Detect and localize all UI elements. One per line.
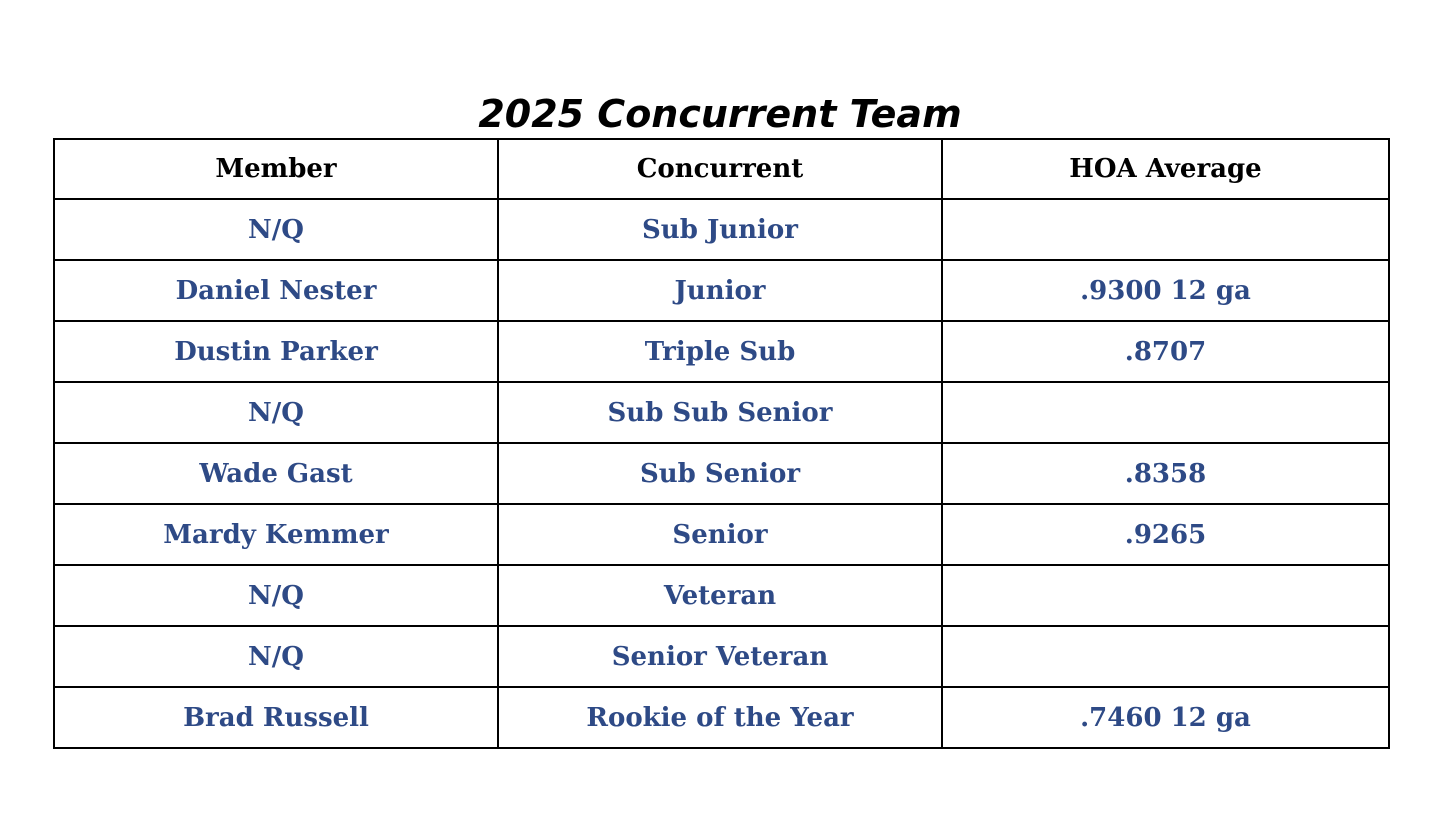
hoa-average-cell: .7460 12 ga [942, 687, 1389, 748]
concurrent-cell: Veteran [498, 565, 942, 626]
concurrent-cell: Triple Sub [498, 321, 942, 382]
table-row [54, 443, 1389, 504]
concurrent-cell: Senior [498, 504, 942, 565]
table-row [54, 687, 1389, 748]
concurrent-cell: Senior Veteran [498, 626, 942, 687]
table-row [54, 199, 1389, 260]
member-cell: Daniel Nester [54, 260, 498, 321]
hoa-average-cell: .9300 12 ga [942, 260, 1389, 321]
member-cell: Wade Gast [54, 443, 498, 504]
hoa-average-cell: .8358 [942, 443, 1389, 504]
table-row [54, 382, 1389, 443]
hoa-average-cell [942, 199, 1389, 260]
hoa-average-cell [942, 626, 1389, 687]
hoa-average-cell: .8707 [942, 321, 1389, 382]
hoa-average-cell [942, 382, 1389, 443]
hoa-average-cell [942, 565, 1389, 626]
member-cell: Dustin Parker [54, 321, 498, 382]
member-cell: N/Q [54, 565, 498, 626]
table-row [54, 565, 1389, 626]
member-cell: N/Q [54, 626, 498, 687]
table-row [54, 626, 1389, 687]
column-header-hoa-average: HOA Average [942, 139, 1389, 199]
hoa-average-cell: .9265 [942, 504, 1389, 565]
concurrent-cell: Rookie of the Year [498, 687, 942, 748]
member-cell: Brad Russell [54, 687, 498, 748]
concurrent-cell: Sub Junior [498, 199, 942, 260]
concurrent-cell: Sub Sub Senior [498, 382, 942, 443]
table-row [54, 260, 1389, 321]
team-table [53, 138, 1390, 749]
concurrent-cell: Sub Senior [498, 443, 942, 504]
page-title: 2025 Concurrent Team [478, 92, 962, 136]
member-cell: Mardy Kemmer [54, 504, 498, 565]
concurrent-cell: Junior [498, 260, 942, 321]
column-header-concurrent: Concurrent [498, 139, 942, 199]
table-row [54, 504, 1389, 565]
member-cell: N/Q [54, 382, 498, 443]
table-row [54, 321, 1389, 382]
member-cell: N/Q [54, 199, 498, 260]
table-header-row [54, 139, 1389, 199]
column-header-member: Member [54, 139, 498, 199]
